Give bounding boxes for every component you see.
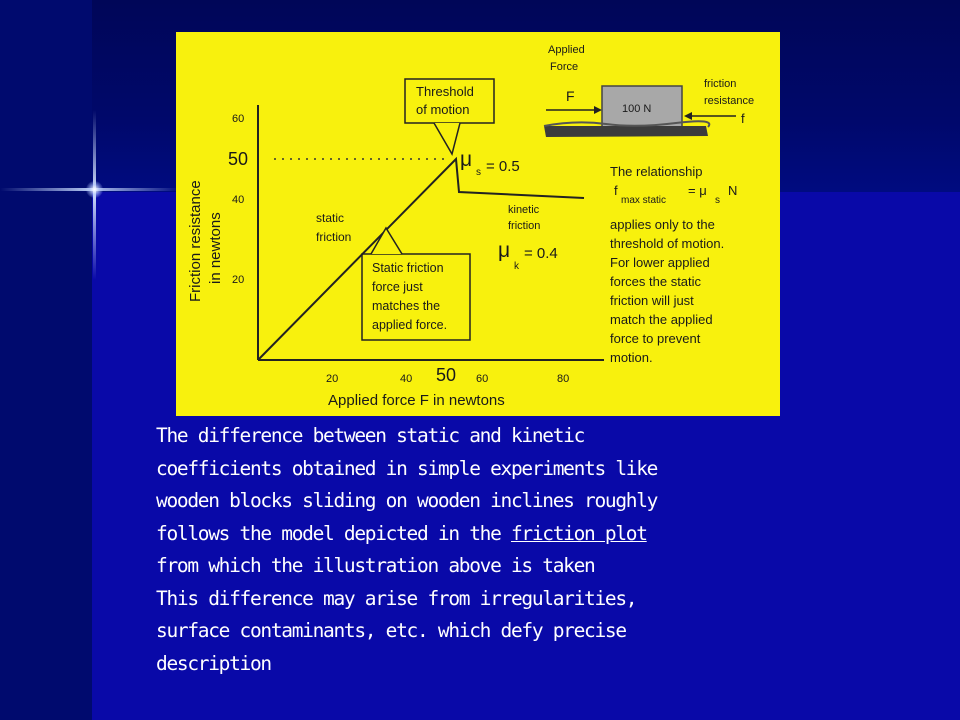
static-callout-line4: applied force. [372,318,448,332]
relationship-line-8: motion. [610,350,653,365]
relationship-line-3: For lower applied [610,255,710,270]
relationship-line-6: match the applied [610,312,713,327]
x-tick-80: 80 [557,373,570,385]
x-tick-50: 50 [436,365,457,385]
relationship-line-2: threshold of motion. [610,236,725,251]
formula-n: N [728,183,738,198]
applied-force-arrowhead [594,106,602,114]
background-left-band [0,0,92,720]
formula-f: f [614,183,618,198]
kinetic-friction-label-2: friction [508,220,541,232]
caption-text [156,420,796,680]
applied-force-label-1: Applied [548,44,585,56]
caption-line-5: from which the illustration above is taken [156,554,595,577]
friction-arrowhead [684,112,692,120]
y-tick-40: 40 [232,194,245,206]
relationship-title: The relationship [610,164,703,179]
mu-s-symbol: μ [460,148,473,171]
threshold-callout-pointer [434,123,460,154]
static-callout-line3: matches the [372,299,441,313]
caption-line-3: wooden blocks sliding on wooden inclines roughly [156,489,658,512]
friction-plot-link[interactable]: friction plot [510,521,647,545]
kinetic-friction-label-1: kinetic [508,204,540,216]
caption-line-8: description [156,651,271,675]
static-callout-line1: Static friction [372,261,444,275]
force-symbol: F [566,88,575,104]
formula-subscript: max static [621,195,667,206]
y-tick-20: 20 [232,274,245,286]
ground-surface [544,126,708,137]
friction-resistance-label-2: resistance [704,95,755,107]
x-tick-60: 60 [476,373,489,385]
formula-s: s [715,195,720,206]
relationship-line-4: forces the static [610,274,702,289]
relationship-line-1: applies only to the [610,217,715,232]
mu-k-symbol: μ [498,239,511,262]
y-tick-60: 60 [232,113,245,125]
friction-symbol: f [741,111,745,126]
caption-line-4 [156,518,796,551]
block-label: 100 N [622,103,652,115]
friction-resistance-label-1: friction [704,78,737,90]
caption-line-1: The difference between static and kinetic [156,424,585,447]
relationship-line-7: force to prevent [610,331,701,346]
static-friction-label-2: friction [316,230,352,244]
x-axis-label: Applied force F in newtons [328,392,505,409]
threshold-callout-line1: Threshold [416,84,474,99]
mu-k-subscript: k [514,261,519,272]
mu-s-value: = 0.5 [486,158,520,175]
caption-line-7: surface contaminants, etc. which defy precise [156,619,626,642]
mu-s-subscript: s [476,167,481,178]
x-tick-20: 20 [326,373,339,385]
sparkle-star-icon [86,181,103,198]
mu-k-value: = 0.4 [524,245,558,262]
relationship-line-5: friction will just [610,293,694,308]
applied-force-label-2: Force [550,61,579,73]
static-friction-label-1: static [316,211,345,225]
static-callout-line2: force just [372,280,423,294]
caption-line-2: coefficients obtained in simple experiments like [156,456,658,480]
y-axis-label-line1: Friction resistance [187,180,204,302]
caption-line-6: This difference may arise from irregularities, [156,586,637,610]
y-axis-label-line2: in newtons [207,212,224,284]
x-tick-40: 40 [400,373,413,385]
y-tick-50: 50 [228,149,249,169]
caption-line-4-prefix: follows the model depicted in the [156,521,511,545]
formula-equals-mu: = μ [688,183,707,198]
threshold-callout-line2: of motion [416,102,470,117]
friction-plot-figure [176,32,780,416]
